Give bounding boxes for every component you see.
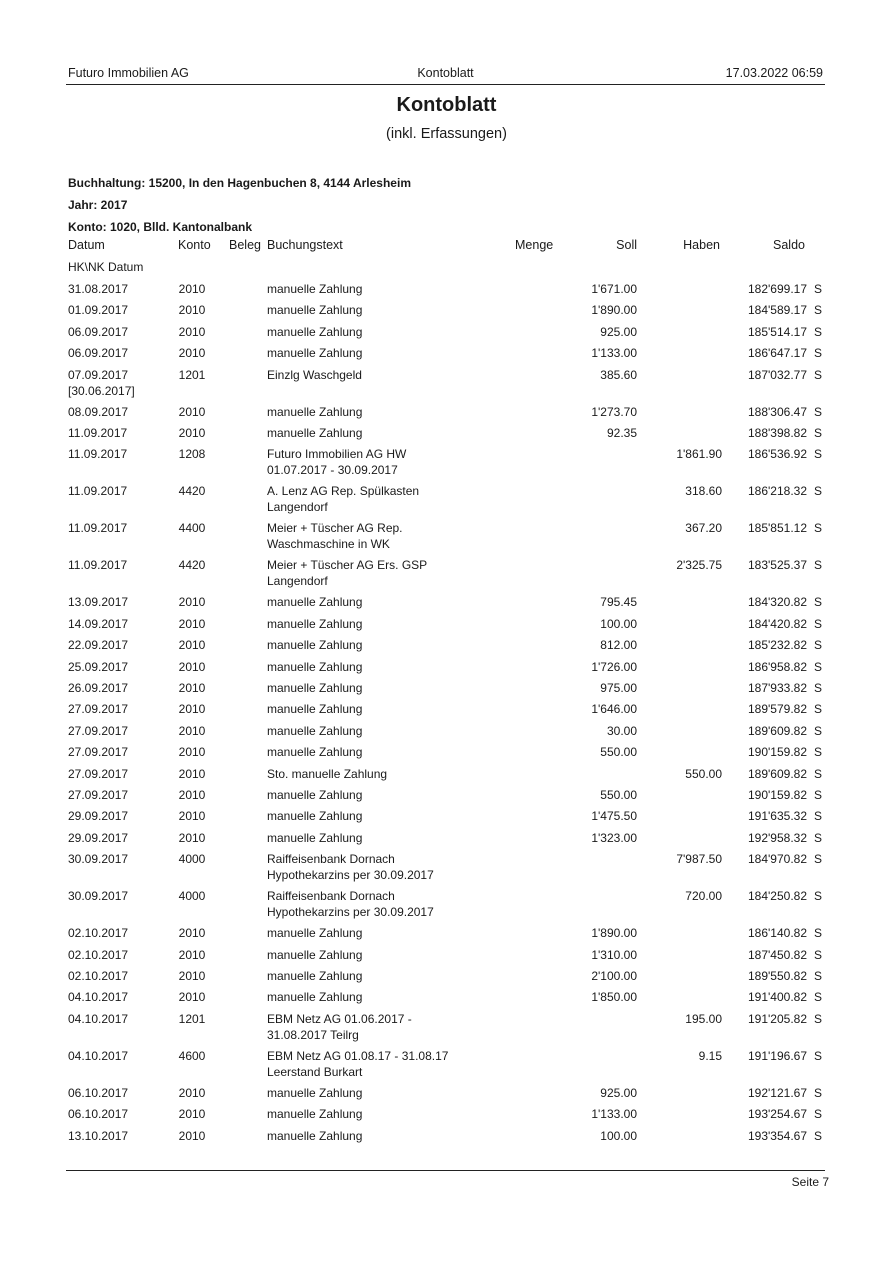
row-buchungstext: Meier + Tüscher AG Rep.	[267, 521, 403, 536]
row-konto: 2010	[178, 426, 206, 440]
row-buchungstext: Raiffeisenbank Dornach	[267, 852, 395, 867]
row-saldo: 186'140.82	[747, 926, 807, 941]
row-haben: 1'861.90	[676, 447, 722, 462]
row-buchungstext-cont: Hypothekarzins per 30.09.2017	[267, 905, 434, 920]
row-date: 02.10.2017	[68, 947, 129, 962]
row-saldo-side: S	[814, 681, 823, 695]
header-doc-name: Kontoblatt	[417, 66, 474, 80]
row-date: 11.09.2017	[68, 447, 128, 462]
row-saldo: 186'958.82	[747, 659, 807, 674]
row-saldo-side: S	[814, 638, 823, 653]
row-konto: 2010	[178, 282, 206, 296]
row-buchungstext: manuelle Zahlung	[267, 681, 363, 695]
row-konto: 2010	[178, 926, 206, 941]
row-saldo: 184'250.82	[747, 889, 807, 904]
row-saldo-side: S	[814, 1011, 823, 1026]
row-konto: 1201	[178, 1011, 206, 1026]
row-soll: 812.00	[600, 638, 637, 653]
row-saldo-side: S	[814, 1128, 823, 1143]
row-buchungstext: manuelle Zahlung	[267, 809, 363, 824]
col-saldo: Saldo	[773, 238, 805, 252]
meta-konto: Konto: 1020, Blld. Kantonalbank	[68, 220, 253, 234]
row-saldo-side: S	[814, 558, 823, 573]
row-buchungstext: EBM Netz AG 01.06.2017 -	[267, 1011, 412, 1026]
row-buchungstext: manuelle Zahlung	[267, 1128, 363, 1143]
row-konto: 2010	[178, 346, 206, 361]
row-date: 27.09.2017	[68, 788, 129, 802]
row-saldo-side: S	[814, 1107, 823, 1122]
header-divider	[66, 84, 825, 85]
row-buchungstext: manuelle Zahlung	[267, 926, 363, 941]
row-saldo-side: S	[814, 484, 823, 499]
row-buchungstext-cont: 31.08.2017 Teilrg	[267, 1027, 359, 1042]
row-soll: 795.45	[600, 595, 637, 610]
col-datum: Datum	[68, 238, 105, 252]
row-soll: 100.00	[600, 616, 637, 631]
row-saldo-side: S	[814, 702, 823, 717]
row-date: 29.09.2017	[68, 809, 129, 824]
row-saldo: 191'400.82	[747, 990, 807, 1005]
row-buchungstext: manuelle Zahlung	[267, 346, 363, 361]
row-saldo-side: S	[814, 324, 823, 339]
row-konto: 2010	[178, 595, 206, 610]
footer-divider	[66, 1170, 825, 1171]
row-saldo-side: S	[814, 852, 823, 867]
row-konto: 4600	[178, 1048, 206, 1063]
row-buchungstext: manuelle Zahlung	[267, 282, 363, 296]
row-saldo-side: S	[814, 346, 823, 361]
row-date: 31.08.2017	[68, 282, 129, 296]
row-buchungstext: A. Lenz AG Rep. Spülkasten	[267, 484, 420, 499]
row-date: 27.09.2017	[68, 745, 129, 760]
row-konto: 2010	[178, 659, 206, 674]
row-buchungstext: Raiffeisenbank Dornach	[267, 889, 395, 904]
row-date: 11.09.2017	[68, 426, 128, 440]
row-saldo-side: S	[814, 447, 823, 462]
row-saldo: 193'254.67	[747, 1107, 807, 1122]
row-saldo-side: S	[814, 595, 823, 610]
row-haben: 9.15	[698, 1048, 722, 1063]
row-date: 08.09.2017	[68, 404, 129, 419]
row-konto: 4400	[178, 521, 206, 536]
row-saldo-side: S	[814, 990, 823, 1005]
row-date: 30.09.2017	[68, 889, 129, 904]
row-saldo: 184'970.82	[747, 852, 807, 867]
row-soll: 385.60	[600, 367, 637, 382]
row-haben: 195.00	[685, 1011, 722, 1026]
row-buchungstext: manuelle Zahlung	[267, 745, 363, 760]
row-date: 01.09.2017	[68, 303, 129, 318]
row-date: 22.09.2017	[68, 638, 129, 653]
row-date: 26.09.2017	[68, 681, 129, 695]
row-saldo: 189'609.82	[747, 766, 807, 781]
row-saldo: 190'159.82	[747, 788, 807, 802]
row-saldo: 186'218.32	[747, 484, 807, 499]
row-soll: 1'726.00	[591, 659, 637, 674]
row-soll: 1'890.00	[591, 926, 637, 941]
row-saldo: 188'306.47	[747, 404, 807, 419]
row-soll: 1'850.00	[591, 990, 637, 1005]
row-saldo: 185'851.12	[747, 521, 807, 536]
row-date: 11.09.2017	[68, 521, 128, 536]
row-konto: 2010	[178, 788, 206, 802]
row-konto: 1201	[178, 367, 206, 382]
row-haben: 550.00	[685, 766, 722, 781]
row-buchungstext: manuelle Zahlung	[267, 659, 363, 674]
row-buchungstext: manuelle Zahlung	[267, 1085, 363, 1100]
row-saldo-side: S	[814, 1048, 823, 1063]
row-saldo-side: S	[814, 947, 823, 962]
row-soll: 925.00	[600, 1085, 637, 1100]
row-soll: 1'475.50	[591, 809, 637, 824]
row-konto: 4000	[178, 852, 206, 867]
row-buchungstext: manuelle Zahlung	[267, 947, 363, 962]
row-date: 25.09.2017	[68, 659, 129, 674]
row-konto: 2010	[178, 990, 206, 1005]
row-konto: 2010	[178, 324, 206, 339]
row-saldo: 189'579.82	[747, 702, 807, 717]
row-konto: 2010	[178, 1128, 206, 1143]
row-buchungstext: manuelle Zahlung	[267, 324, 363, 339]
meta-buchhaltung: Buchhaltung: 15200, In den Hagenbuchen 8, 4144 Arlesheim	[68, 176, 411, 190]
row-buchungstext: manuelle Zahlung	[267, 404, 363, 419]
meta-jahr: Jahr: 2017	[68, 198, 128, 212]
row-konto: 4420	[178, 484, 206, 499]
col-soll: Soll	[616, 238, 637, 252]
row-date: 04.10.2017	[68, 1011, 129, 1026]
col-menge: Menge	[515, 238, 554, 252]
row-haben: 7'987.50	[676, 852, 722, 867]
row-konto: 2010	[178, 303, 206, 318]
row-konto: 2010	[178, 830, 206, 845]
row-date: 11.09.2017	[68, 558, 128, 573]
row-saldo-side: S	[814, 282, 823, 296]
row-soll: 1'133.00	[591, 346, 637, 361]
row-konto: 1208	[178, 447, 206, 462]
col-beleg: Beleg	[229, 238, 261, 252]
page-subtitle: (inkl. Erfassungen)	[386, 126, 507, 142]
row-saldo-side: S	[814, 745, 823, 760]
row-soll: 550.00	[600, 745, 637, 760]
row-konto: 2010	[178, 638, 206, 653]
row-buchungstext-cont: Leerstand Burkart	[267, 1064, 363, 1079]
row-saldo: 184'589.17	[747, 303, 807, 318]
row-konto: 2010	[178, 809, 206, 824]
row-saldo: 192'121.67	[747, 1085, 807, 1100]
row-soll: 30.00	[606, 723, 637, 738]
row-saldo: 184'320.82	[747, 595, 807, 610]
row-konto: 2010	[178, 404, 206, 419]
row-haben: 2'325.75	[676, 558, 722, 573]
row-saldo: 187'933.82	[747, 681, 807, 695]
row-konto: 2010	[178, 616, 206, 631]
row-buchungstext: manuelle Zahlung	[267, 616, 363, 631]
row-date: 02.10.2017	[68, 969, 129, 983]
row-buchungstext-cont: Langendorf	[267, 574, 328, 589]
col-hknk-datum: HK\NK Datum	[68, 260, 144, 274]
row-konto: 2010	[178, 723, 206, 738]
row-saldo-side: S	[814, 969, 823, 983]
row-soll: 925.00	[600, 324, 637, 339]
row-buchungstext-cont: 01.07.2017 - 30.09.2017	[267, 463, 398, 478]
row-konto: 2010	[178, 969, 206, 983]
row-soll: 1'310.00	[591, 947, 637, 962]
row-date: 11.09.2017	[68, 484, 128, 499]
page-title: Kontoblatt	[396, 94, 497, 116]
col-konto: Konto	[178, 238, 211, 252]
row-haben: 367.20	[685, 521, 722, 536]
row-hknk-date: [30.06.2017]	[68, 383, 135, 398]
row-buchungstext-cont: Waschmaschine in WK	[267, 537, 390, 552]
row-buchungstext: manuelle Zahlung	[267, 969, 363, 983]
row-saldo-side: S	[814, 367, 823, 382]
row-saldo: 186'647.17	[747, 346, 807, 361]
row-buchungstext: manuelle Zahlung	[267, 638, 363, 653]
row-haben: 720.00	[685, 889, 722, 904]
row-buchungstext: Einzlg Waschgeld	[267, 367, 362, 382]
row-konto: 2010	[178, 1107, 206, 1122]
row-soll: 975.00	[600, 681, 637, 695]
row-soll: 1'133.00	[591, 1107, 637, 1122]
row-buchungstext: manuelle Zahlung	[267, 426, 363, 440]
row-buchungstext: EBM Netz AG 01.08.17 - 31.08.17	[267, 1048, 449, 1063]
row-saldo: 193'354.67	[747, 1128, 807, 1143]
row-saldo: 191'205.82	[747, 1011, 807, 1026]
row-buchungstext: manuelle Zahlung	[267, 595, 363, 610]
row-buchungstext: manuelle Zahlung	[267, 1107, 363, 1122]
row-saldo-side: S	[814, 766, 823, 781]
row-saldo: 185'232.82	[747, 638, 807, 653]
row-saldo: 189'609.82	[747, 723, 807, 738]
row-buchungstext: manuelle Zahlung	[267, 723, 363, 738]
row-buchungstext: manuelle Zahlung	[267, 990, 363, 1005]
row-saldo-side: S	[814, 404, 823, 419]
row-saldo: 188'398.82	[747, 426, 807, 440]
row-saldo-side: S	[814, 788, 823, 802]
row-konto: 2010	[178, 702, 206, 717]
row-konto: 2010	[178, 766, 206, 781]
row-date: 14.09.2017	[68, 616, 129, 631]
row-saldo-side: S	[814, 830, 823, 845]
row-saldo-side: S	[814, 426, 823, 440]
row-konto: 4420	[178, 558, 206, 573]
row-soll: 92.35	[606, 426, 637, 440]
row-date: 04.10.2017	[68, 990, 129, 1005]
row-saldo: 182'699.17	[747, 282, 807, 296]
row-saldo: 184'420.82	[747, 616, 807, 631]
row-soll: 1'646.00	[591, 702, 637, 717]
row-date: 13.09.2017	[68, 595, 129, 610]
row-date: 27.09.2017	[68, 723, 129, 738]
row-date: 06.09.2017	[68, 346, 129, 361]
col-haben: Haben	[683, 238, 720, 252]
row-date: 02.10.2017	[68, 926, 129, 941]
row-saldo: 190'159.82	[747, 745, 807, 760]
col-buchungstext: Buchungstext	[267, 238, 343, 252]
row-soll: 550.00	[600, 788, 637, 802]
header-datetime: 17.03.2022 06:59	[725, 66, 823, 80]
row-date: 06.10.2017	[68, 1085, 129, 1100]
row-saldo: 187'450.82	[747, 947, 807, 962]
page-header	[68, 66, 823, 84]
row-saldo: 186'536.92	[747, 447, 807, 462]
row-buchungstext-cont: Hypothekarzins per 30.09.2017	[267, 868, 434, 883]
row-konto: 2010	[178, 947, 206, 962]
row-date: 30.09.2017	[68, 852, 129, 867]
row-saldo-side: S	[814, 303, 823, 318]
row-saldo: 191'196.67	[747, 1048, 807, 1063]
row-soll: 1'323.00	[591, 830, 637, 845]
row-buchungstext: Sto. manuelle Zahlung	[267, 766, 388, 781]
row-soll: 1'273.70	[591, 404, 637, 419]
row-date: 27.09.2017	[68, 702, 129, 717]
row-buchungstext: manuelle Zahlung	[267, 830, 363, 845]
row-konto: 4000	[178, 889, 206, 904]
row-saldo-side: S	[814, 659, 823, 674]
row-buchungstext: Meier + Tüscher AG Ers. GSP	[267, 558, 428, 573]
row-date: 29.09.2017	[68, 830, 129, 845]
row-haben: 318.60	[685, 484, 722, 499]
row-buchungstext-cont: Langendorf	[267, 500, 328, 515]
row-date: 27.09.2017	[68, 766, 129, 781]
row-saldo-side: S	[814, 809, 823, 824]
row-buchungstext: manuelle Zahlung	[267, 788, 363, 802]
row-saldo-side: S	[814, 889, 823, 904]
row-buchungstext: manuelle Zahlung	[267, 303, 363, 318]
row-date: 04.10.2017	[68, 1048, 129, 1063]
row-date: 06.09.2017	[68, 324, 129, 339]
row-soll: 1'671.00	[591, 282, 637, 296]
row-date: 07.09.2017	[68, 367, 129, 382]
row-saldo: 191'635.32	[747, 809, 807, 824]
row-saldo: 192'958.32	[747, 830, 807, 845]
row-saldo-side: S	[814, 616, 823, 631]
row-saldo-side: S	[814, 723, 823, 738]
row-date: 06.10.2017	[68, 1107, 129, 1122]
row-soll: 100.00	[600, 1128, 637, 1143]
row-saldo-side: S	[814, 1085, 823, 1100]
row-soll: 2'100.00	[591, 969, 637, 983]
row-date: 13.10.2017	[68, 1128, 129, 1143]
row-buchungstext: Futuro Immobilien AG HW	[267, 447, 407, 462]
row-konto: 2010	[178, 681, 206, 695]
row-saldo: 183'525.37	[747, 558, 807, 573]
row-saldo: 185'514.17	[747, 324, 807, 339]
row-saldo: 189'550.82	[747, 969, 807, 983]
row-buchungstext: manuelle Zahlung	[267, 702, 363, 717]
header-company: Futuro Immobilien AG	[68, 66, 189, 80]
row-saldo-side: S	[814, 521, 823, 536]
row-konto: 2010	[178, 745, 206, 760]
row-soll: 1'890.00	[591, 303, 637, 318]
row-konto: 2010	[178, 1085, 206, 1100]
row-saldo: 187'032.77	[747, 367, 807, 382]
row-saldo-side: S	[814, 926, 823, 941]
page-number: Seite 7	[791, 1175, 829, 1189]
